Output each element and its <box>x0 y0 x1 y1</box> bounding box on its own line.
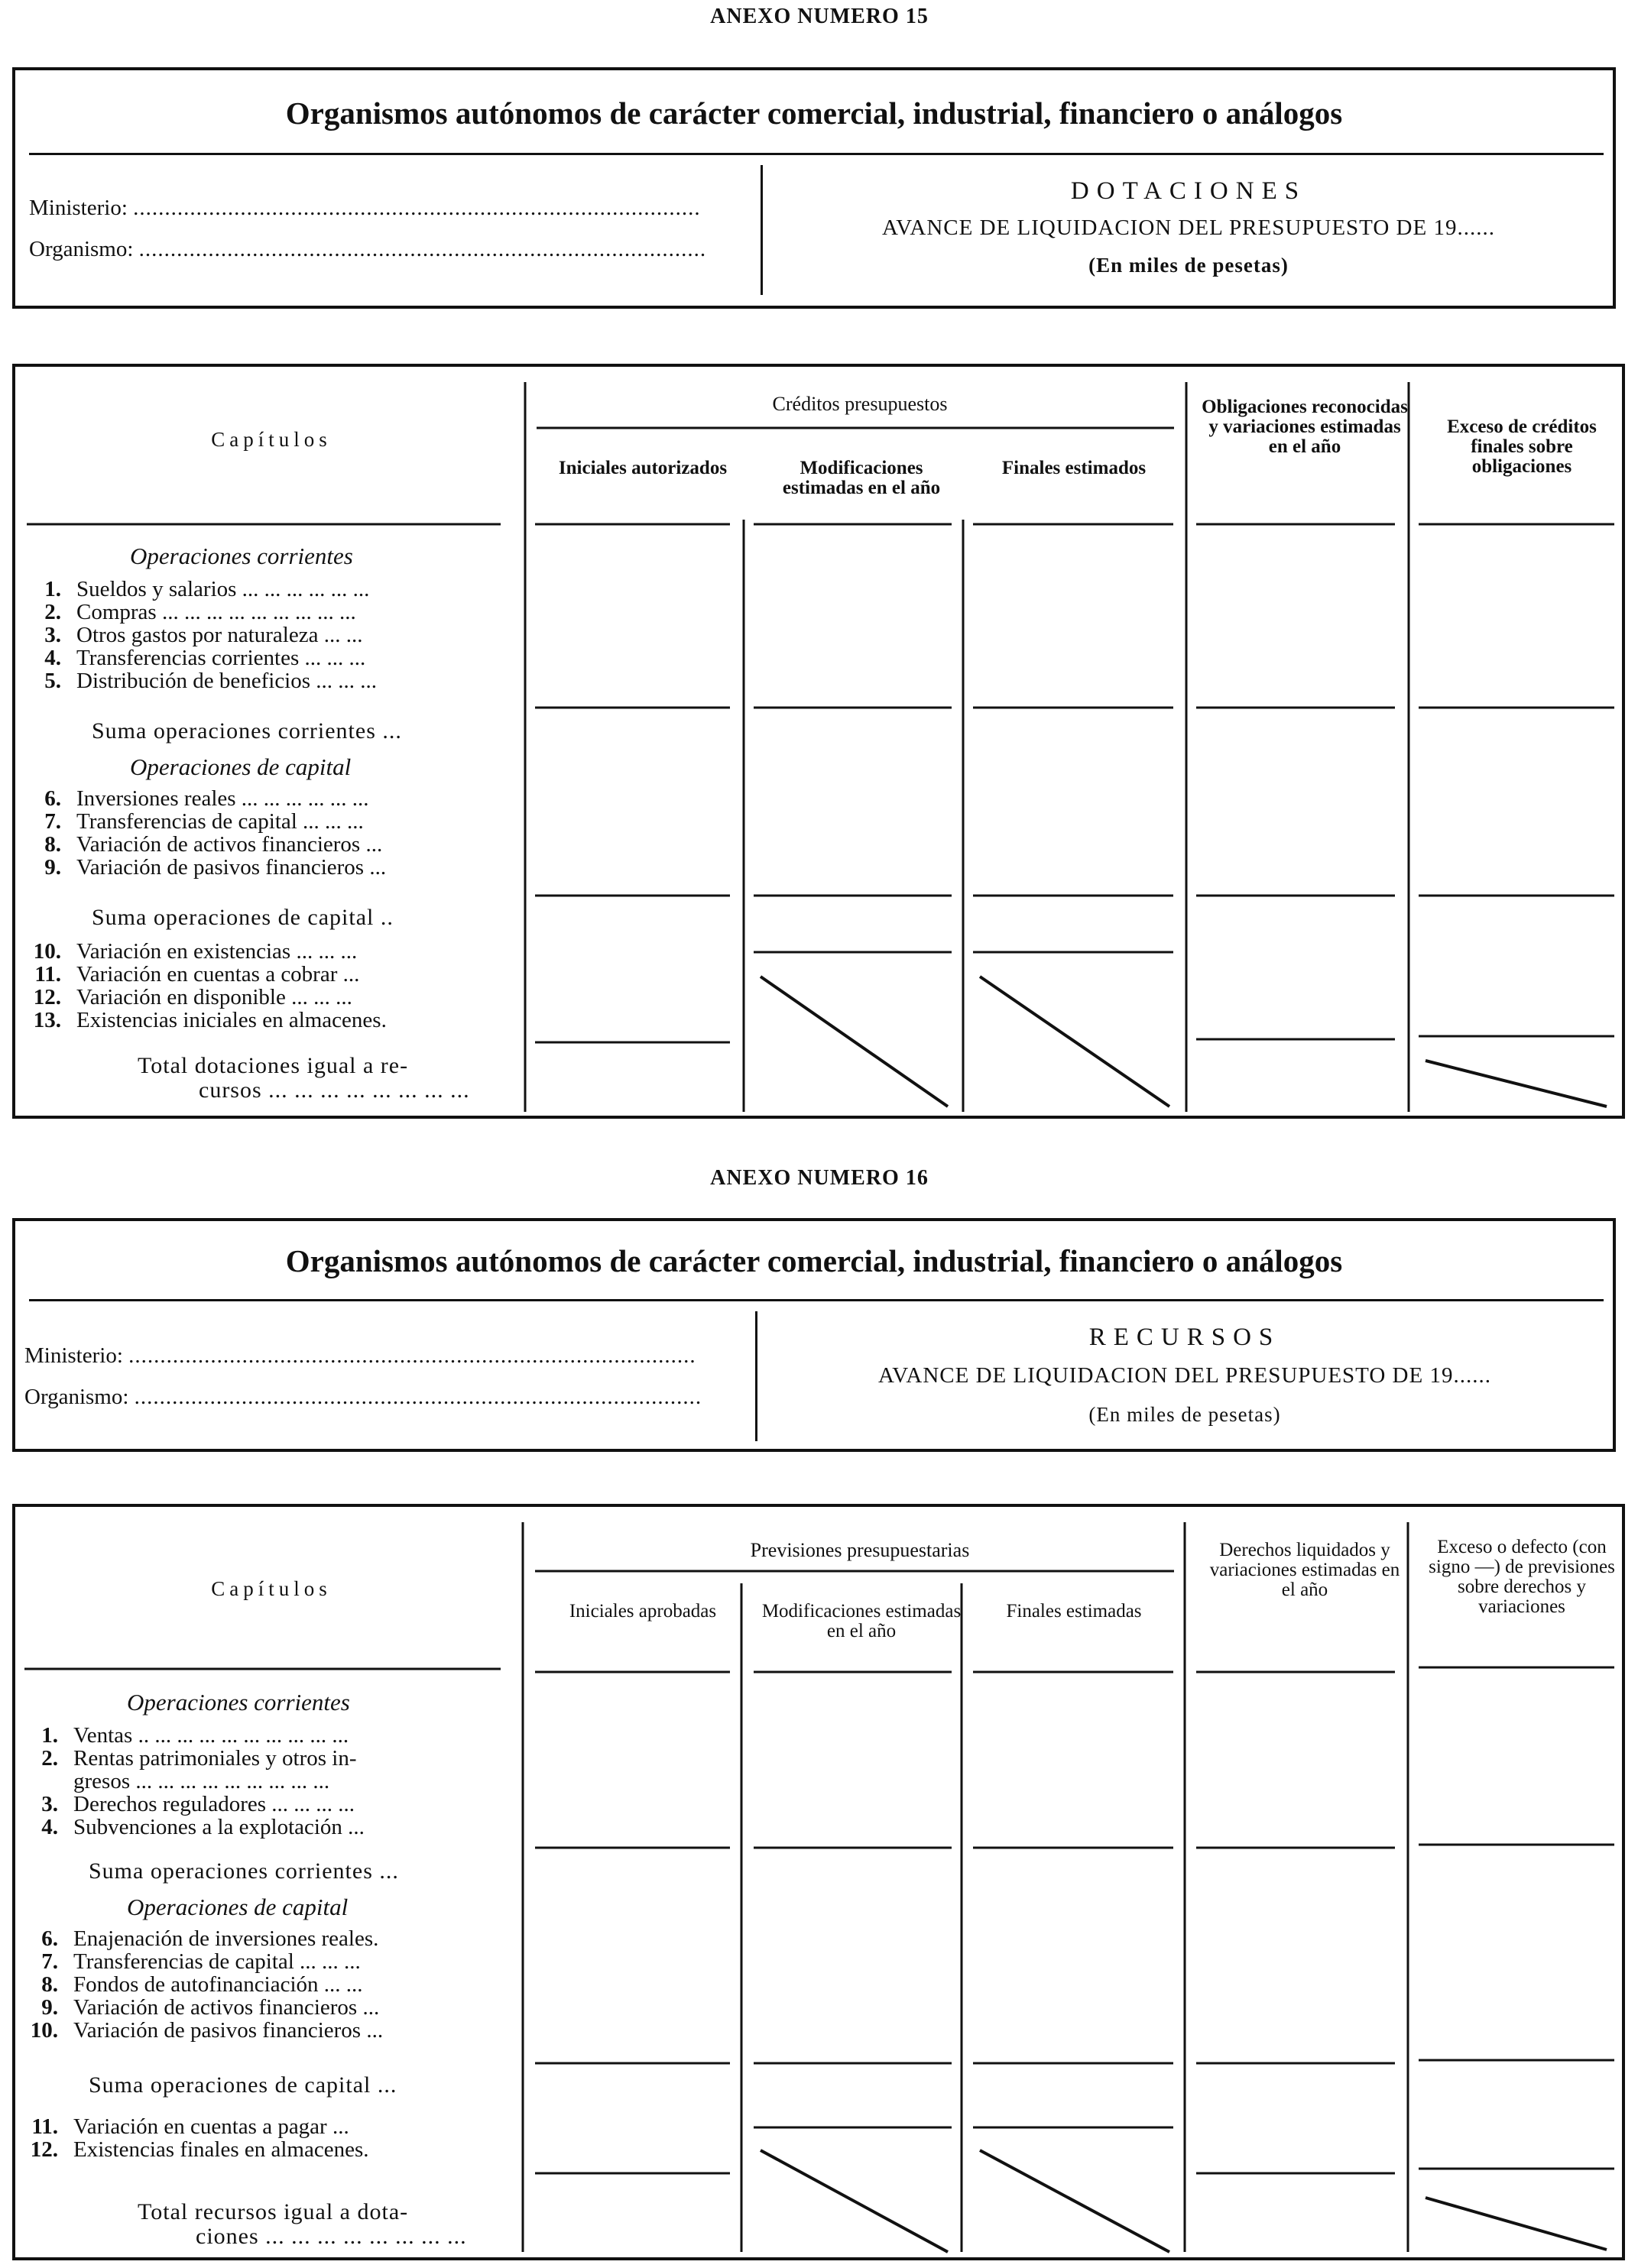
table-row: 3. Otros gastos por naturaleza ... ... <box>44 623 363 647</box>
suma-capital: Suma operaciones de capital ... <box>89 2072 397 2098</box>
table-row: 10. Variación en existencias ... ... ... <box>33 939 358 964</box>
table-row: 3. Derechos reguladores ... ... ... ... <box>41 1792 355 1816</box>
table-row: 4. Subvenciones a la explotación ... <box>41 1815 365 1839</box>
section-corrientes: Operaciones corrientes <box>130 543 353 569</box>
rows-corrientes <box>15 578 377 692</box>
col-finales: Finales estimadas <box>1006 1601 1142 1622</box>
suma-corrientes: Suma operaciones corrientes ... <box>89 1858 399 1884</box>
ministerio-label: Ministerio: <box>29 196 128 220</box>
organismo-label: Organismo: <box>24 1385 129 1409</box>
table-row: 9. Variación de pasivos financieros ... <box>44 855 387 880</box>
capitulos-header: Capítulos <box>211 428 332 451</box>
table-row: 11. Variación en cuentas a pagar ... <box>31 2114 349 2139</box>
table-row: 7. Transferencias de capital ... ... ... <box>41 1949 361 1974</box>
annex-16-ministerio-field[interactable] <box>24 1343 696 1369</box>
annex-15-kind: DOTACIONES <box>1070 177 1307 205</box>
table-row: 2. Rentas patrimoniales y otros in- <box>41 1746 357 1771</box>
rows-corrientes <box>12 1724 365 1839</box>
annex-16-kind: RECURSOS <box>1088 1324 1281 1351</box>
annex-16-avance: AVANCE DE LIQUIDACION DEL PRESUPUESTO DE 19...... <box>878 1363 1491 1388</box>
section-capital: Operaciones de capital <box>130 753 352 780</box>
rows-capital <box>12 1927 383 2042</box>
table-row: 6. Inversiones reales ... ... ... ... ... ... <box>44 786 369 811</box>
ministerio-dots: .......................................................................................... <box>128 1343 696 1368</box>
col-iniciales: Iniciales autorizados <box>558 458 728 478</box>
capitulos-header: Capítulos <box>211 1577 332 1600</box>
table-row: 4. Transferencias corrientes ... ... ... <box>44 646 366 670</box>
table-row: 2. Compras ... ... ... ... ... ... ... ... ... <box>44 600 356 624</box>
rows-otros <box>15 940 387 1032</box>
table-row: 12. Existencias finales en almacenes. <box>30 2137 369 2162</box>
annex-16-organismo-field[interactable] <box>24 1385 702 1410</box>
organismo-dots: .......................................................................................... <box>134 1385 702 1409</box>
table-row: 12. Variación en disponible ... ... ... <box>33 985 352 1009</box>
annex-16-title: ANEXO NUMERO 16 <box>710 1166 929 1190</box>
table-row: 5. Distribución de beneficios ... ... ... <box>44 669 378 693</box>
table-row: gresos ... ... ... ... ... ... ... ... ... <box>73 1769 330 1793</box>
table-row: 10. Variación de pasivos financieros ... <box>30 2018 384 2043</box>
total-line-1: Total recursos igual a dota- <box>138 2199 409 2224</box>
organismo-dots: .......................................................................................... <box>138 237 707 261</box>
col-exceso: Exceso de créditos finales sobre obligaciones <box>1447 416 1597 477</box>
annex-15-title: ANEXO NUMERO 15 <box>710 5 929 28</box>
annex-15-heading: Organismos autónomos de carácter comercial, industrial, financiero o análogos <box>285 96 1343 131</box>
annex-16-units: (En miles de pesetas) <box>1088 1403 1281 1426</box>
rows-otros <box>12 2115 369 2161</box>
col-modificaciones: Modificaciones estimadas en el año <box>782 458 941 498</box>
total-line-1: Total dotaciones igual a re- <box>138 1053 409 1078</box>
table-row: 6. Enajenación de inversiones reales. <box>41 1926 379 1951</box>
annex-15-avance: AVANCE DE LIQUIDACION DEL PRESUPUESTO DE 19...... <box>882 215 1495 240</box>
table-row: 7. Transferencias de capital ... ... ... <box>44 809 364 834</box>
table-row: 8. Fondos de autofinanciación ... ... <box>41 1972 363 1997</box>
organismo-label: Organismo: <box>29 237 134 261</box>
col-finales: Finales estimados <box>1001 458 1147 478</box>
suma-corrientes: Suma operaciones corrientes ... <box>92 718 402 744</box>
col-obligaciones: Obligaciones reconocidas y variaciones estimadas en el año <box>1202 397 1408 457</box>
col-iniciales: Iniciales aprobadas <box>569 1601 717 1622</box>
table-row: 13. Existencias iniciales en almacenes. <box>33 1008 387 1032</box>
annex-15-units: (En miles de pesetas) <box>1088 254 1289 277</box>
table-row: 11. Variación en cuentas a cobrar ... <box>34 962 360 987</box>
rows-capital <box>15 787 386 879</box>
annex-16-table <box>12 1504 1625 2260</box>
col-derechos: Derechos liquidados y variaciones estimadas en el año <box>1209 1540 1400 1600</box>
col-modificaciones: Modificaciones estimadas en el año <box>761 1601 962 1641</box>
annex-16-heading: Organismos autónomos de carácter comercial, industrial, financiero o análogos <box>285 1243 1343 1278</box>
suma-capital: Suma operaciones de capital .. <box>92 905 394 930</box>
ministerio-label: Ministerio: <box>24 1343 123 1368</box>
total-line-2: ciones ... ... ... ... ... ... ... ... <box>196 2224 467 2249</box>
annex-15-ministerio-field[interactable] <box>29 196 701 221</box>
creditos-group-header: Créditos presupuestos <box>772 393 948 415</box>
annex-16-header-box <box>12 1218 1616 1452</box>
total-line-2: cursos ... ... ... ... ... ... ... ... <box>199 1077 470 1103</box>
section-capital: Operaciones de capital <box>127 1894 349 1920</box>
table-row: 1. Ventas .. ... ... ... ... ... ... ... ... ... <box>41 1723 349 1748</box>
table-row: 8. Variación de activos financieros ... <box>44 832 383 857</box>
annex-15-table <box>12 364 1625 1119</box>
col-exceso-defecto: Exceso o defecto (con signo —) de previsiones sobre derechos y variaciones <box>1429 1537 1615 1617</box>
previsiones-group-header: Previsiones presupuestarias <box>750 1539 970 1561</box>
table-row: 9. Variación de activos financieros ... <box>41 1995 380 2020</box>
annex-15-organismo-field[interactable] <box>29 237 706 262</box>
annex-15-header-box <box>12 67 1616 309</box>
section-corrientes: Operaciones corrientes <box>127 1689 350 1716</box>
ministerio-dots: .......................................................................................... <box>133 196 701 220</box>
table-row: 1. Sueldos y salarios ... ... ... ... ... ... <box>44 577 370 601</box>
